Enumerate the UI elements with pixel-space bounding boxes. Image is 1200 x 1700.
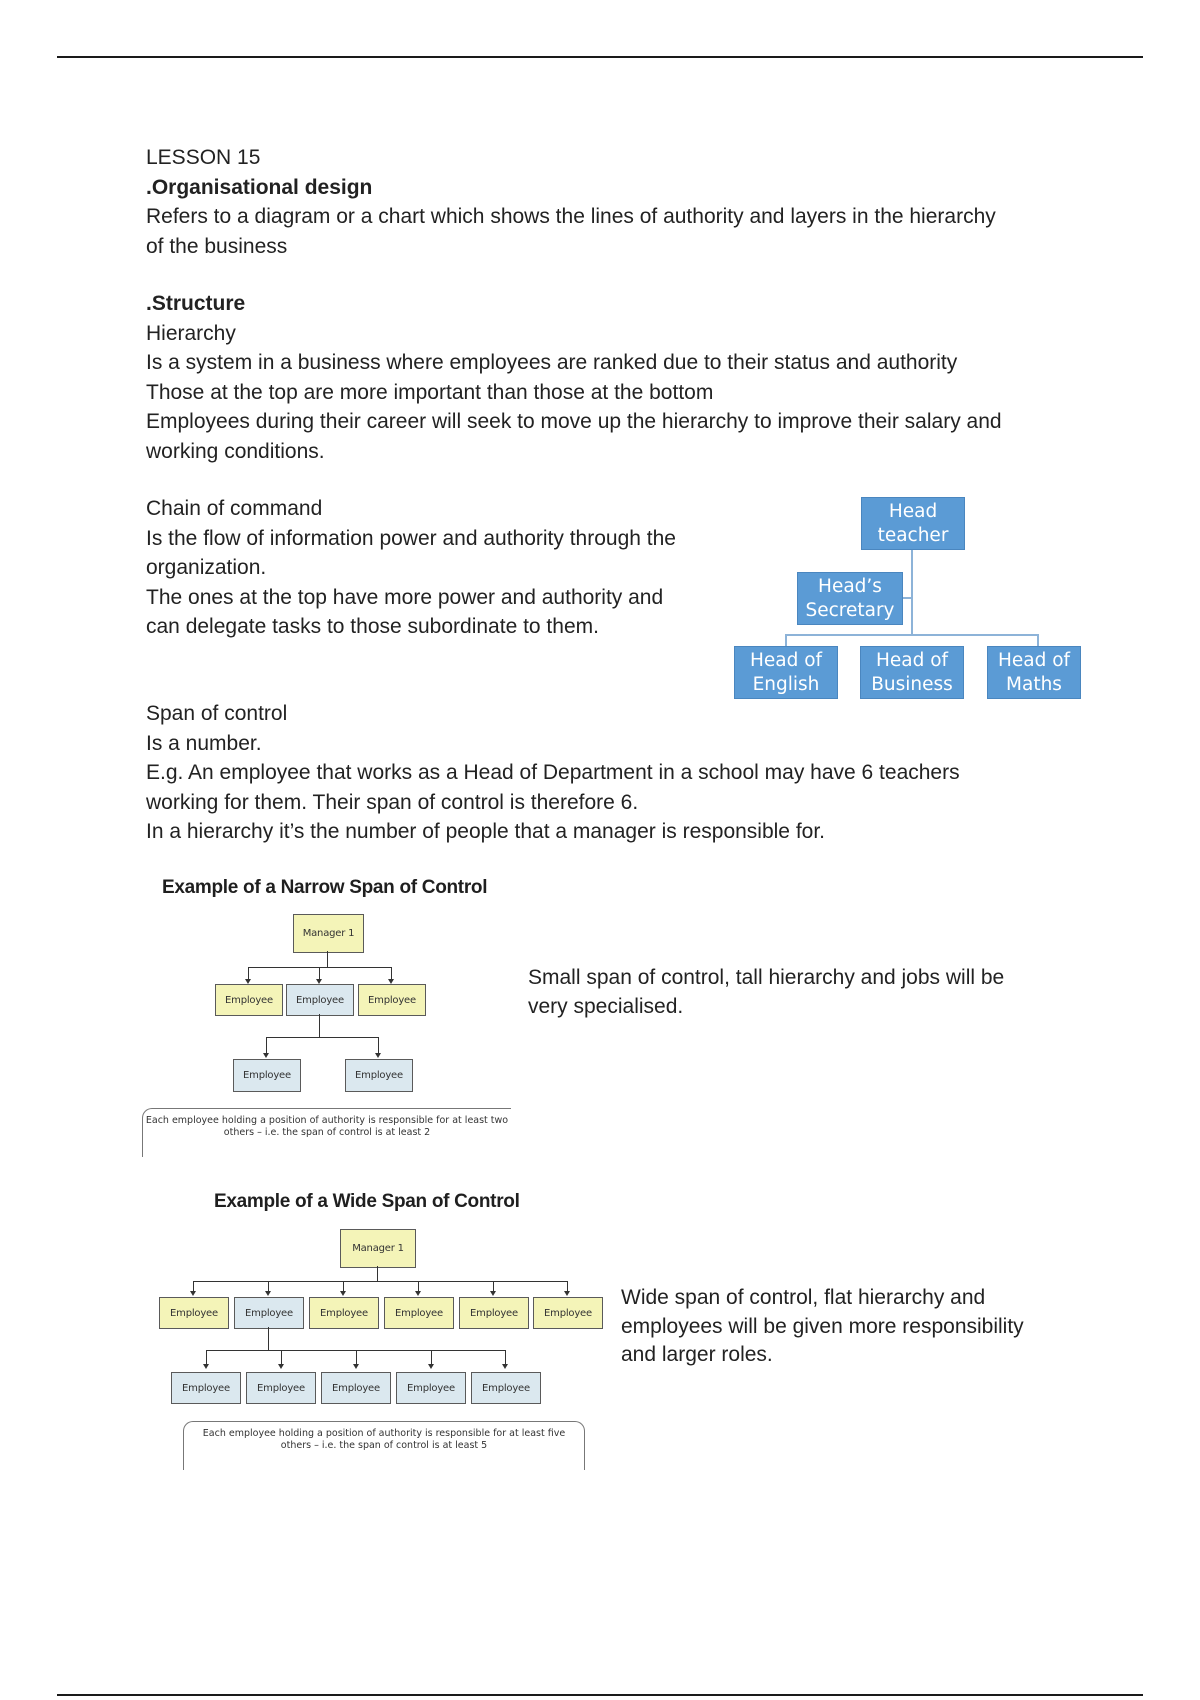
- connector: [268, 1281, 269, 1291]
- span-line: working for them. Their span of control is therefore 6.: [146, 790, 639, 814]
- connector: [319, 1014, 320, 1037]
- connector: [248, 967, 392, 968]
- box-line: Business: [871, 673, 953, 695]
- structure-line: Employees during their career will seek to move up the hierarchy to improve their salary and: [146, 410, 1002, 433]
- span-line: Span of control: [146, 702, 288, 725]
- narrow-description: [528, 964, 1004, 1021]
- head-of-maths-box: [987, 646, 1081, 699]
- connector: [505, 1350, 506, 1364]
- note-line: Each employee holding a position of authority is responsible for at least five: [202, 1428, 566, 1439]
- chain-line: organization.: [146, 556, 267, 579]
- box-line: teacher: [877, 524, 949, 546]
- employee-box: Employee: [345, 1059, 413, 1092]
- head-teacher-box: [861, 497, 965, 550]
- note-line: Each employee holding a position of authority is responsible for at least two: [145, 1115, 509, 1126]
- desc-line: very specialised.: [528, 994, 684, 1018]
- connector: [266, 1037, 379, 1038]
- connector: [206, 1350, 207, 1364]
- arrow-icon: [564, 1291, 570, 1296]
- wide-description: [621, 1284, 1024, 1370]
- span-line: E.g. An employee that works as a Head of Department in a school may have 6 teachers: [146, 761, 960, 784]
- structure-line: Hierarchy: [146, 321, 236, 345]
- arrow-icon: [490, 1291, 496, 1296]
- lesson-title: LESSON 15: [146, 146, 261, 169]
- chain-line: can delegate tasks to those subordinate to them.: [146, 615, 599, 638]
- secretary-box: [797, 572, 903, 625]
- connector: [268, 1327, 269, 1350]
- desc-line: Wide span of control, flat hierarchy and: [621, 1286, 986, 1309]
- connector: [319, 967, 320, 979]
- structure-line: Those at the top are more important than those at the bottom: [146, 380, 714, 404]
- box-line: Head of: [875, 649, 949, 671]
- employee-box: Employee: [234, 1297, 304, 1329]
- chain-line: Chain of command: [146, 497, 323, 520]
- employee-box: Employee: [159, 1297, 229, 1329]
- manager-box: Manager 1: [340, 1229, 416, 1268]
- arrow-icon: [428, 1364, 434, 1369]
- connector: [567, 1281, 568, 1291]
- connector: [193, 1281, 194, 1291]
- manager-box: Manager 1: [293, 914, 364, 953]
- employee-box: Employee: [459, 1297, 529, 1329]
- span-block: [146, 699, 960, 847]
- connector: [391, 967, 392, 979]
- employee-box: Employee: [309, 1297, 379, 1329]
- employee-box: Employee: [286, 984, 354, 1016]
- chain-block: [146, 494, 676, 642]
- box-line: Maths: [1006, 673, 1062, 695]
- structure-heading: .Structure: [146, 292, 246, 315]
- wide-note: [183, 1421, 585, 1470]
- employee-box: Employee: [246, 1372, 316, 1404]
- employee-box: Employee: [396, 1372, 466, 1404]
- connector: [356, 1350, 357, 1364]
- lesson-block: [146, 143, 996, 261]
- chart-connector: [1037, 634, 1039, 646]
- arrow-icon: [375, 1053, 381, 1058]
- connector: [377, 1266, 378, 1281]
- desc-line: employees will be given more responsibility: [621, 1314, 1024, 1338]
- employee-box: Employee: [171, 1372, 241, 1404]
- box-line: Head’s: [818, 575, 882, 597]
- org-design-line: Refers to a diagram or a chart which shows the lines of authority and layers in the hierarchy: [146, 205, 996, 228]
- arrow-icon: [353, 1364, 359, 1369]
- arrow-icon: [340, 1291, 346, 1296]
- arrow-icon: [203, 1364, 209, 1369]
- head-of-business-box: [860, 646, 964, 699]
- arrow-icon: [190, 1291, 196, 1296]
- employee-box: Employee: [358, 984, 426, 1016]
- wide-diagram-title: Example of a Wide Span of Control: [214, 1191, 520, 1212]
- narrow-diagram-title: Example of a Narrow Span of Control: [162, 877, 488, 898]
- employee-box: Employee: [384, 1297, 454, 1329]
- top-rule: [57, 56, 1143, 58]
- connector: [266, 1037, 267, 1053]
- chain-line: Is the flow of information power and authority through the: [146, 526, 676, 550]
- employee-box: Employee: [471, 1372, 541, 1404]
- connector: [281, 1350, 282, 1364]
- chart-connector: [911, 549, 913, 634]
- employee-box: Employee: [321, 1372, 391, 1404]
- arrow-icon: [263, 1053, 269, 1058]
- box-line: English: [752, 673, 820, 695]
- box-line: Head of: [997, 649, 1071, 671]
- desc-line: Small span of control, tall hierarchy and jobs will be: [528, 966, 1005, 989]
- box-line: Head of: [749, 649, 823, 671]
- connector: [493, 1281, 494, 1291]
- chain-line: The ones at the top have more power and authority and: [146, 585, 664, 609]
- connector: [378, 1037, 379, 1053]
- head-of-english-box: [734, 646, 838, 699]
- connector: [248, 967, 249, 979]
- chart-connector: [785, 634, 1039, 636]
- connector: [327, 951, 328, 967]
- connector: [193, 1281, 568, 1282]
- span-line: Is a number.: [146, 731, 262, 755]
- employee-box: Employee: [215, 984, 283, 1016]
- note-line: others – i.e. the span of control is at least 5: [280, 1440, 488, 1451]
- org-design-heading: .Organisational design: [146, 175, 373, 199]
- org-design-line: of the business: [146, 234, 288, 258]
- arrow-icon: [278, 1364, 284, 1369]
- structure-line: Is a system in a business where employees are ranked due to their status and authority: [146, 351, 958, 374]
- connector: [343, 1281, 344, 1291]
- box-line: Secretary: [805, 599, 895, 621]
- structure-line: working conditions.: [146, 439, 325, 463]
- connector: [418, 1281, 419, 1291]
- span-line: In a hierarchy it’s the number of people that a manager is responsible for.: [146, 820, 826, 843]
- connector: [431, 1350, 432, 1364]
- note-line: others – i.e. the span of control is at least 2: [223, 1127, 431, 1138]
- employee-box: Employee: [533, 1297, 603, 1329]
- arrow-icon: [265, 1291, 271, 1296]
- arrow-icon: [415, 1291, 421, 1296]
- employee-box: Employee: [233, 1059, 301, 1092]
- desc-line: and larger roles.: [621, 1343, 773, 1366]
- arrow-icon: [502, 1364, 508, 1369]
- bottom-rule: [57, 1694, 1143, 1696]
- chart-connector: [785, 634, 787, 646]
- narrow-note: [142, 1108, 511, 1157]
- structure-block: [146, 289, 1002, 466]
- box-line: Head: [888, 500, 938, 522]
